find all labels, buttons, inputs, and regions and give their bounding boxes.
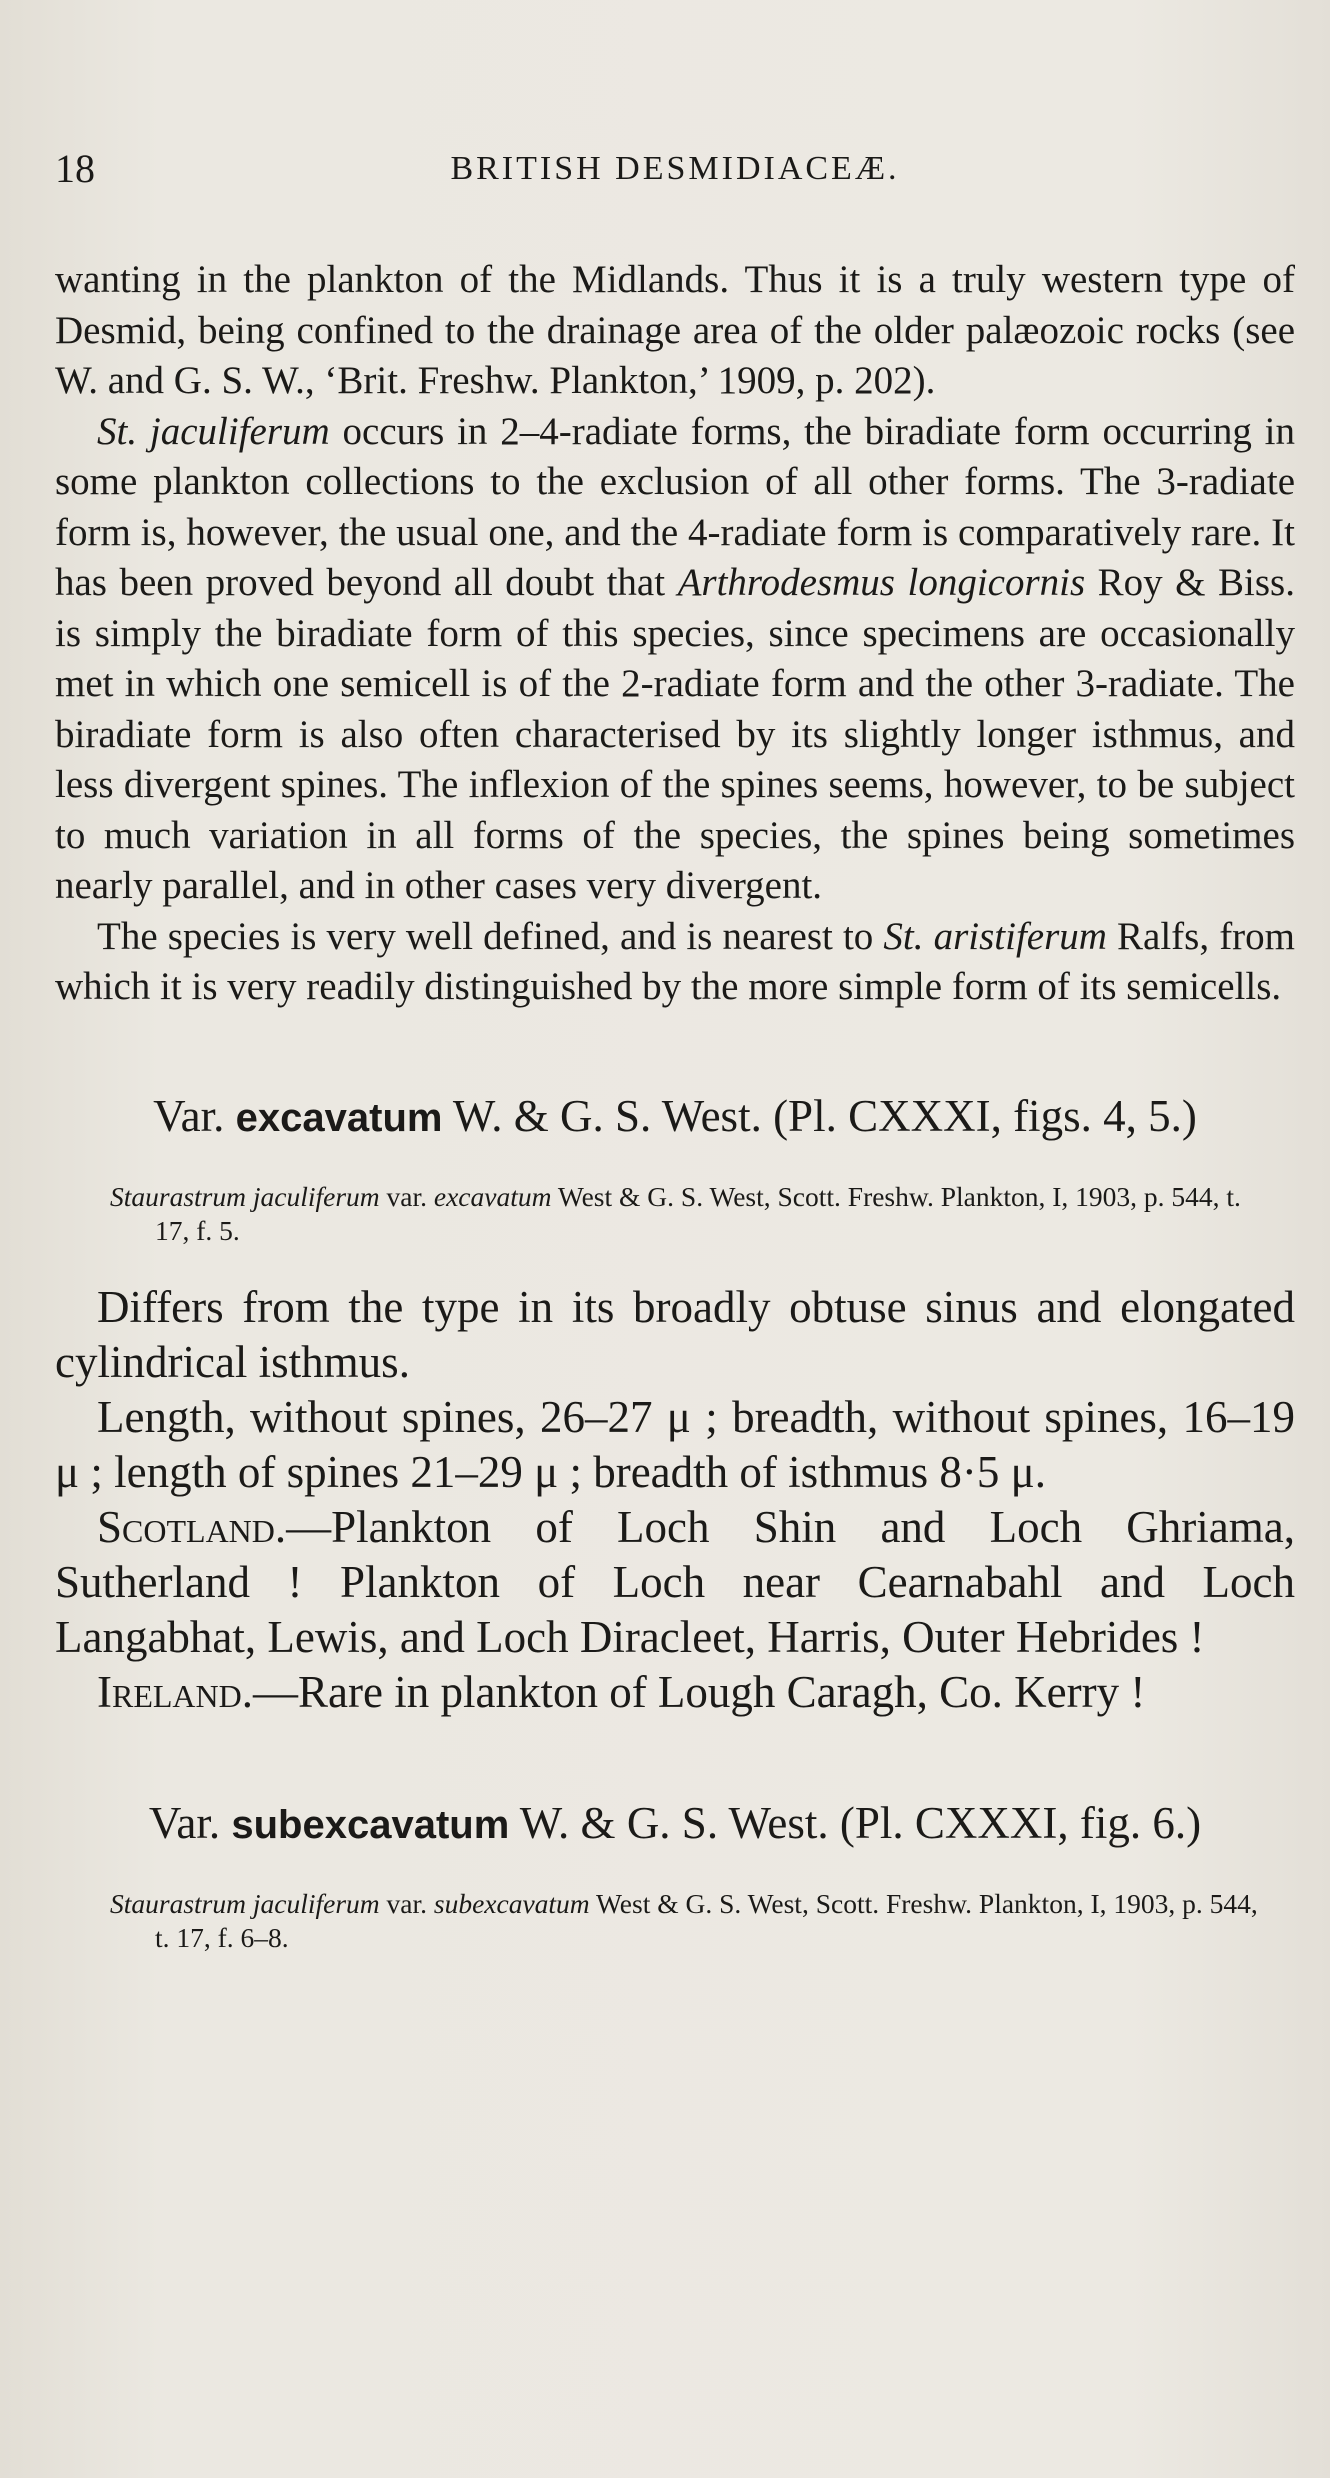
- region-label-scotland: Scotland.: [97, 1501, 287, 1552]
- excavatum-description-block: [55, 1280, 1295, 1720]
- reference-var-name: excavatum: [433, 1180, 552, 1212]
- paragraph-text: The species is very well defined, and is nearest to: [97, 914, 884, 958]
- variety-heading-subexcavatum: [55, 1796, 1295, 1853]
- paragraph-text: occurs in 2–4-radiate forms, the biradiate form occurring in some plankton collections to the exclusion of all other forms. The 3-radiate form is, however, the usual one, and the 4-radiate form is comparatively rare. It has been proved beyond all doubt that: [55, 409, 1296, 604]
- reference-genus: Staurastrum jaculiferum: [110, 1180, 380, 1212]
- variety-authority: W. & G. S. West. (Pl. CXXXI, fig. 6.): [509, 1797, 1202, 1848]
- species-name: Arthrodesmus longicornis: [677, 561, 1086, 604]
- description-text: Differs from the type in its broadly obtuse sinus and elongated cylindrical isthmus.: [55, 1281, 1295, 1387]
- reference-genus: Staurastrum jaculiferum: [110, 1887, 380, 1919]
- reference-citation: West & G. S. West, Scott. Freshw. Plankton, I, 1903, p. 544, t. 17, f. 6–8.: [155, 1887, 1258, 1953]
- running-title: BRITISH DESMIDIACEÆ.: [450, 150, 900, 187]
- paragraph-text: Roy & Biss. is simply the biradiate form of this species, since specimens are occasionally met in which one semicell is of the 2-radiate form and the other 3-radiate. The biradiate form is also often characterised by its slightly longer isthmus, and less divergent spines. The inflexion of the spines seems, however, to be subject to much variation in all forms of the species, the spines being sometimes nearly parallel, and in other cases very divergent.: [55, 561, 1295, 907]
- reference-var-name: subexcavatum: [433, 1887, 590, 1919]
- paragraph-species-defined: [55, 912, 1295, 1013]
- excavatum-measurements: [55, 1390, 1295, 1500]
- variety-heading-excavatum: [55, 1089, 1295, 1146]
- reference-var-label: var.: [379, 1180, 434, 1212]
- locality-text: —Rare in plankton of Lough Caragh, Co. Kerry !: [253, 1666, 1146, 1717]
- paragraph-continuation: [55, 255, 1295, 407]
- excavatum-description: [55, 1280, 1295, 1390]
- reference-subexcavatum: [55, 1887, 1295, 1955]
- species-name: St. jaculiferum: [97, 409, 330, 453]
- variety-prefix: Var.: [153, 1090, 236, 1141]
- paragraph-text: Ralfs, from which it is very readily distinguished by the more simple form of its semicells.: [55, 914, 1296, 1008]
- variety-prefix: Var.: [148, 1797, 232, 1848]
- body-text: [55, 255, 1295, 1955]
- variety-name: subexcavatum: [231, 1802, 510, 1847]
- paragraph-text: wanting in the plankton of the Midlands. Thus it is a truly western type of Desmid, being confined to the drainage area of the older palæozoic rocks (see W. and G. S. W., ‘Brit. Freshw. Plankton,’ 1909, p. 202).: [55, 258, 1295, 402]
- reference-var-label: var.: [379, 1887, 434, 1919]
- page-header: [55, 145, 1295, 205]
- reference-citation: West & G. S. West, Scott. Freshw. Plankton, I, 1903, p. 544, t. 17, f. 5.: [155, 1180, 1241, 1246]
- paragraph-radiate-forms: [55, 407, 1295, 912]
- excavatum-ireland: [55, 1665, 1295, 1720]
- locality-text: —Plankton of Loch Shin and Loch Ghriama, Sutherland ! Plankton of Loch near Cearnabahl and Loch Langabhat, Lewis, and Loch Diracleet, Harris, Outer Hebrides !: [55, 1501, 1295, 1662]
- variety-name: excavatum: [235, 1095, 443, 1140]
- reference-excavatum: [55, 1180, 1295, 1248]
- species-name: St. aristiferum: [883, 914, 1107, 958]
- region-label-ireland: Ireland.: [97, 1666, 254, 1717]
- measurements-text: Length, without spines, 26–27 μ ; breadth, without spines, 16–19 μ ; length of spines 21–29 μ ; breadth of isthmus 8·5 μ.: [55, 1391, 1295, 1497]
- excavatum-scotland: [55, 1500, 1295, 1665]
- variety-authority: W. & G. S. West. (Pl. CXXXI, figs. 4, 5.): [442, 1090, 1197, 1141]
- page-number: 18: [55, 146, 95, 191]
